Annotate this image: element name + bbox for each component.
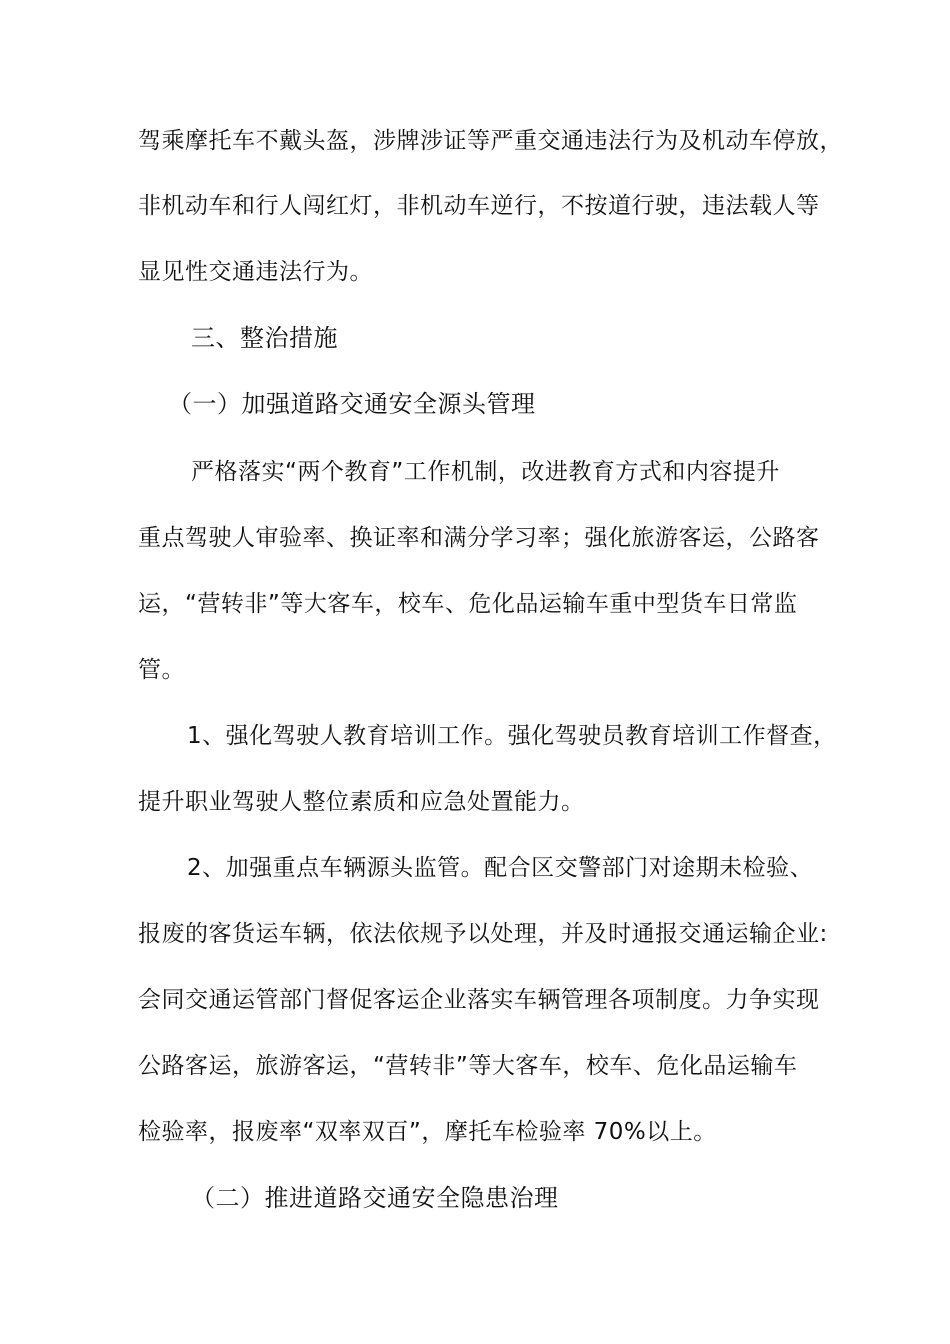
- body-text-line: 管。: [138, 657, 185, 683]
- body-text-line: 1、强化驾驶人教育培训工作。强化驾驶员教育培训工作督查，: [187, 723, 837, 749]
- body-text-line: 严格落实“两个教育”工作机制，改进教育方式和内容提升: [191, 459, 780, 485]
- subsection-heading: （二）推进道路交通安全隐患治理: [191, 1184, 559, 1212]
- body-text-line: 提升职业驾驶人整位素质和应急处置能力。: [138, 789, 585, 815]
- body-text-line: 会同交通运管部门督促客运企业落实车辆管理各项制度。力争实现: [138, 987, 820, 1013]
- body-text-line: 2、加强重点车辆源头监管。配合区交警部门对途期未检验、: [187, 855, 814, 881]
- section-heading: 三、整治措施: [191, 324, 338, 352]
- body-text-line: 非机动车和行人闯红灯，非机动车逆行，不按道行驶，违法载人等: [138, 193, 820, 219]
- body-text-line: 运，“营转非”等大客车，校车、危化品运输车重中型货车日常监: [138, 591, 798, 617]
- body-text-line: 检验率，报废率“双率双百”，摩托车检验率 70%以上。: [138, 1119, 717, 1145]
- body-text-line: 驾乘摩托车不戴头盔，涉牌涉证等严重交通违法行为及机动车停放，: [138, 128, 843, 154]
- body-text-line: 公路客运，旅游客运，“营转非”等大客车，校车、危化品运输车: [138, 1053, 798, 1079]
- body-text-line: 重点驾驶人审验率、换证率和满分学习率；强化旅游客运，公路客: [138, 525, 820, 551]
- body-text-line: 报废的客货运车辆，依法依规予以处理，并及时通报交通运输企业:: [138, 921, 828, 947]
- subsection-heading: （一）加强道路交通安全源头管理: [168, 390, 536, 418]
- body-text-line: 显见性交通违法行为。: [138, 259, 373, 285]
